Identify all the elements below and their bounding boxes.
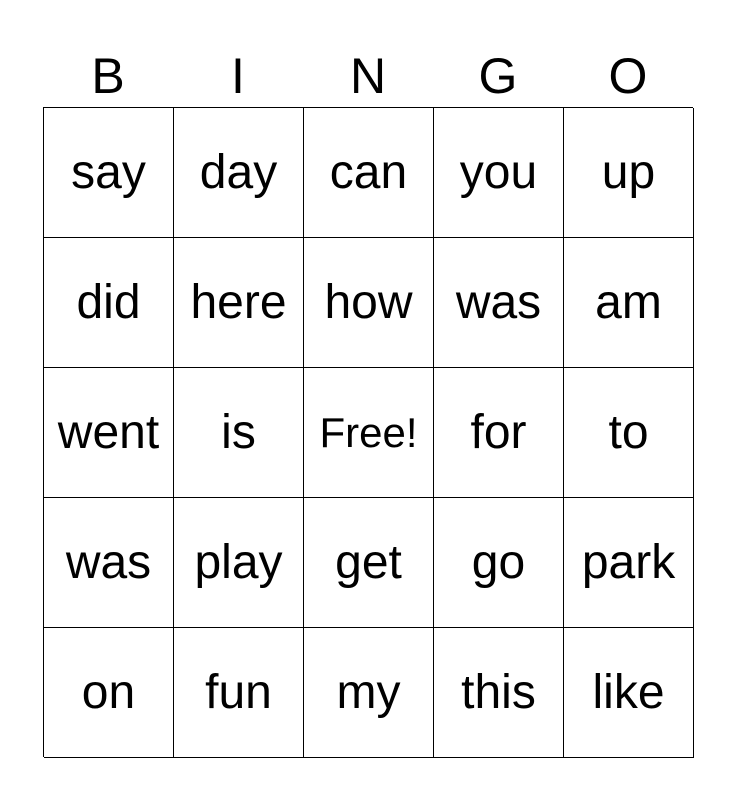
bingo-cell-r4-c4: go [434, 498, 564, 628]
bingo-cell-r1-c5: up [564, 108, 694, 238]
bingo-cell-r5-c5: like [564, 628, 694, 758]
header-letter-o: O [608, 48, 648, 104]
bingo-cell-r3-c5: to [564, 368, 694, 498]
bingo-board [43, 107, 693, 757]
header-letter-i: I [231, 48, 245, 104]
bingo-cell-r1-c3: can [304, 108, 434, 238]
bingo-cell-r2-c4: was [434, 238, 564, 368]
header-letter-b: B [91, 48, 125, 104]
bingo-cell-r2-c1: did [44, 238, 174, 368]
bingo-cell-r5-c1: on [44, 628, 174, 758]
bingo-cell-r3-c4: for [434, 368, 564, 498]
bingo-cell-r4-c1: was [44, 498, 174, 628]
bingo-cell-r3-c2: is [174, 368, 304, 498]
bingo-cell-r1-c1: say [44, 108, 174, 238]
bingo-cell-r5-c2: fun [174, 628, 304, 758]
header-letter-g: G [478, 48, 518, 104]
bingo-cell-r2-c5: am [564, 238, 694, 368]
bingo-free-space: Free! [304, 368, 434, 498]
bingo-cell-r4-c3: get [304, 498, 434, 628]
bingo-cell-r2-c3: how [304, 238, 434, 368]
bingo-cell-r4-c2: play [174, 498, 304, 628]
bingo-cell-r5-c4: this [434, 628, 564, 758]
bingo-header [43, 46, 693, 106]
bingo-cell-r1-c2: day [174, 108, 304, 238]
bingo-cell-r4-c5: park [564, 498, 694, 628]
bingo-cell-r2-c2: here [174, 238, 304, 368]
header-letter-n: N [349, 48, 387, 104]
bingo-cell-r3-c1: went [44, 368, 174, 498]
bingo-cell-r5-c3: my [304, 628, 434, 758]
bingo-cell-r1-c4: you [434, 108, 564, 238]
